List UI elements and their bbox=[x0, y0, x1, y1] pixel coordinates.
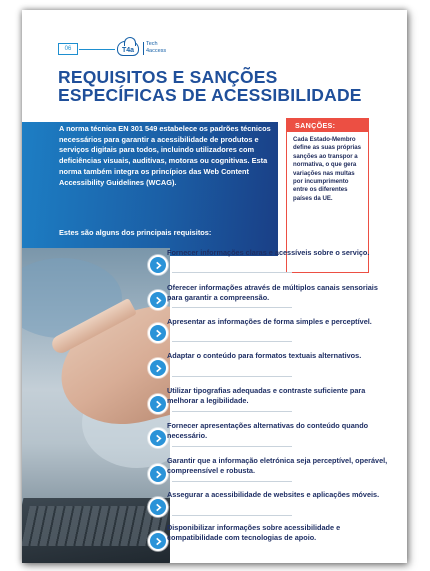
cloud-logo-icon bbox=[117, 41, 139, 56]
logo-name bbox=[146, 41, 166, 54]
requirement-divider bbox=[172, 272, 292, 273]
chevron-right-icon bbox=[148, 464, 168, 484]
header-rule bbox=[79, 49, 115, 50]
requirement-divider bbox=[172, 515, 292, 516]
logo-name-line2: 4access bbox=[146, 47, 167, 54]
sanctions-heading: SANÇÕES: bbox=[287, 119, 368, 132]
logo-mark: T4a bbox=[121, 47, 135, 54]
tech4access-logo bbox=[117, 40, 187, 58]
requirement-divider bbox=[172, 446, 292, 447]
chevron-right-icon bbox=[148, 428, 168, 448]
chevron-right-icon bbox=[148, 531, 168, 551]
page-number: 06 bbox=[58, 43, 78, 55]
logo-name-line1: Tech bbox=[146, 41, 158, 47]
requirement-item: Disponibilizar informações sobre acessibilidade e compatibilidade com tecnologias de apoio. bbox=[167, 523, 341, 542]
title-line-1: REQUISITOS E SANÇÕES bbox=[58, 67, 278, 87]
requirement-item: Fornecer informações claras e acessíveis sobre o serviço. bbox=[167, 248, 370, 257]
chevron-right-icon bbox=[148, 290, 168, 310]
intro-paragraph: A norma técnica EN 301 549 estabelece os padrões técnicos necessários para garantir a acessibilidade de produtos e serviços digitais para todos, incluindo utilizadores com deficiências visuais, auditivas, motoras ou cognitivas. Esta norma também integra os princípios das Web Content Accessibility Guidelines (WCAG). bbox=[59, 124, 271, 187]
requirement-divider bbox=[172, 307, 292, 308]
requirement-item: Utilizar tipografias adequadas e contraste suficiente para melhorar a legibilidade. bbox=[167, 386, 366, 405]
title-line-2: ESPECÍFICAS DE ACESSIBILIDADE bbox=[58, 85, 362, 105]
requirement-item: Assegurar a acessibilidade de websites e aplicações móveis. bbox=[167, 490, 380, 499]
chevron-right-icon bbox=[148, 358, 168, 378]
requirement-item: Apresentar as informações de forma simples e perceptível. bbox=[167, 317, 372, 326]
requirement-divider bbox=[172, 376, 292, 377]
requirement-item: Garantir que a informação eletrónica seja perceptível, operável, compreensível e robusta. bbox=[167, 456, 388, 475]
chevron-right-icon bbox=[148, 497, 168, 517]
chevron-right-icon bbox=[148, 394, 168, 414]
intro-lead-in: Estes são alguns dos principais requisitos: bbox=[59, 228, 212, 237]
requirement-item: Oferecer informações através de múltiplos canais sensoriais para garantir a compreensão. bbox=[167, 283, 378, 302]
requirement-item: Adaptar o conteúdo para formatos textuais alternativos. bbox=[167, 351, 362, 360]
document-page bbox=[22, 10, 407, 563]
page-title bbox=[58, 68, 378, 104]
sanctions-text: Cada Estado-Membro define as suas próprias sanções ao transpor a normativa, o que gera variações nas multas por incumprimento entre os diferentes países da UE. bbox=[293, 136, 362, 202]
requirement-divider bbox=[172, 341, 292, 342]
logo-divider bbox=[143, 42, 144, 55]
requirement-divider bbox=[172, 481, 292, 482]
chevron-right-icon bbox=[148, 323, 168, 343]
chevron-right-icon bbox=[148, 255, 168, 275]
requirement-divider bbox=[172, 411, 292, 412]
requirement-item: Fornecer apresentações alternativas do conteúdo quando necessário. bbox=[167, 421, 369, 440]
